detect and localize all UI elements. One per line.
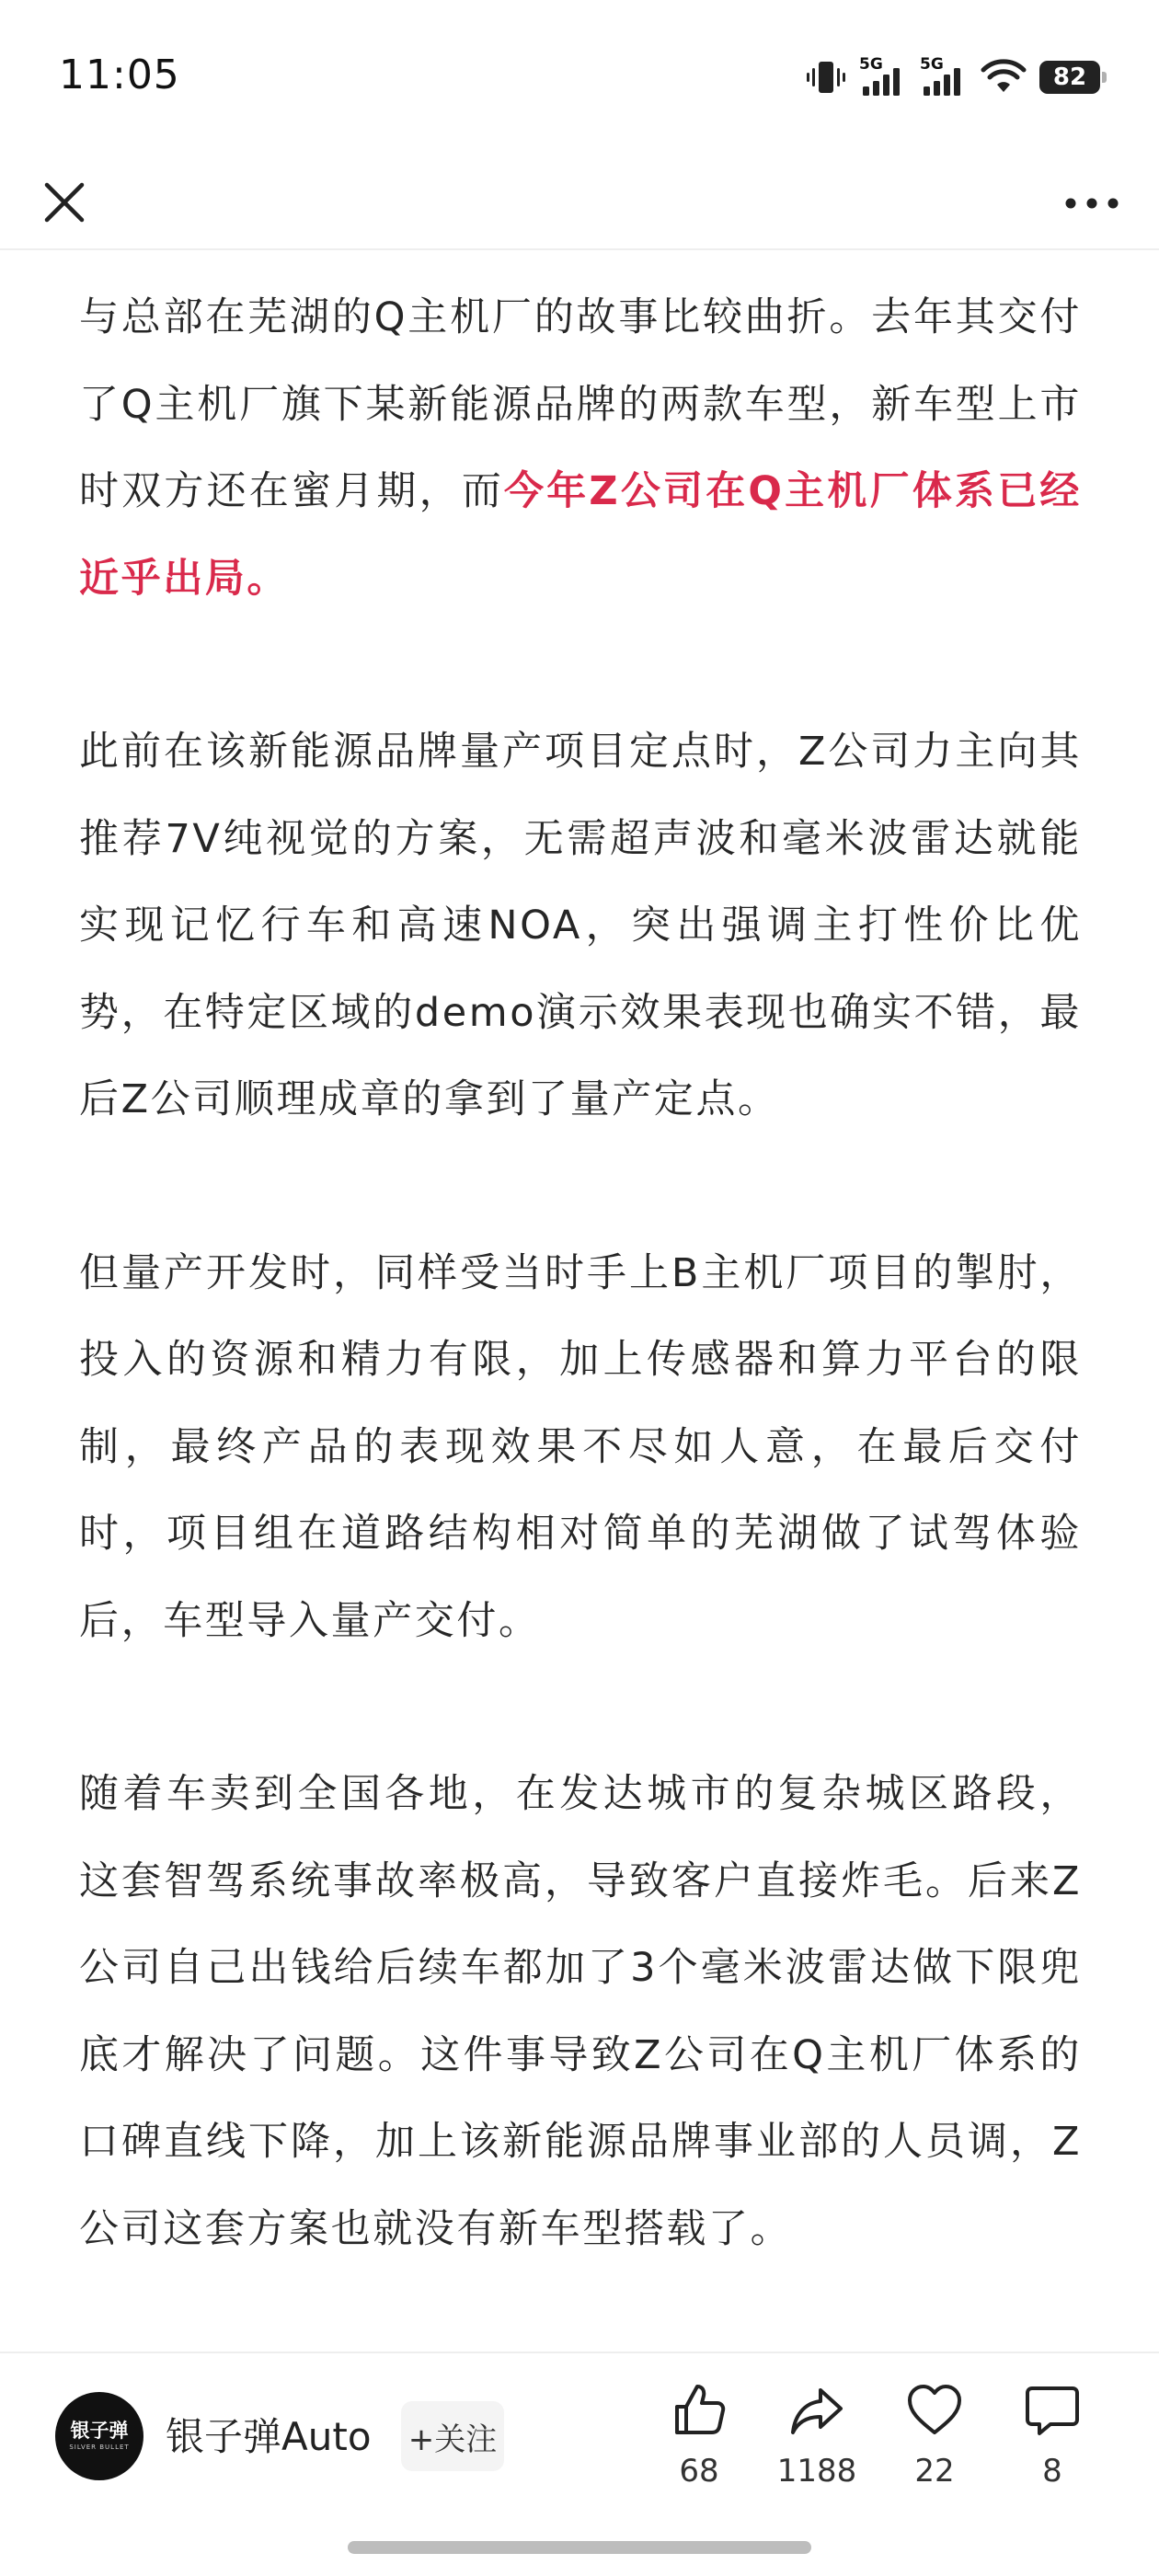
article-paragraph-1: [79, 274, 1082, 622]
article-paragraph-2: 此前在该新能源品牌量产项目定点时，Z公司力主向其推荐7V纯视觉的方案，无需超声波和毫米波雷达就能实现记忆行车和高速NOA，突出强调主打性价比优势，在特定区域的demo演示效果表现也确实不错，最后Z公司顺理成章的拿到了量产定点。: [79, 729, 1082, 1122]
highlighted-text: 今年Z公司在Q主机厂体系已经近乎出局。: [79, 468, 1082, 602]
close-button[interactable]: [28, 167, 101, 241]
status-icons: [806, 57, 1100, 98]
wifi-icon: [981, 59, 1027, 96]
share-count: 1188: [776, 2453, 857, 2490]
signal-5g-icon: [920, 57, 968, 98]
more-options-button[interactable]: [1050, 167, 1133, 241]
more-horizontal-icon: [1064, 196, 1119, 213]
comment-icon: [1023, 2381, 1082, 2440]
share-button[interactable]: [752, 2381, 881, 2510]
share-icon: [787, 2381, 846, 2440]
nav-bar: [0, 156, 1159, 248]
nav-divider: [0, 248, 1159, 250]
author-name[interactable]: 银子弹Auto: [166, 2414, 372, 2459]
close-icon: [43, 181, 86, 227]
paragraph-text: 与总部在芜湖的Q主机厂的故事比较曲折。去年其交付了Q主机厂旗下某新能源品牌的两款车型，新车型上市时双方还在蜜月期，而: [79, 294, 1082, 514]
status-time: 11:05: [59, 52, 180, 98]
thumbs-up-icon: [670, 2381, 729, 2440]
signal-5g-icon: [859, 57, 907, 98]
like-count: 68: [679, 2453, 719, 2490]
article-paragraph-3: 但量产开发时，同样受当时手上B主机厂项目的掣肘，投入的资源和精力有限，加上传感器和算力平台的限制，最终产品的表现效果不尽如人意，在最后交付时，项目组在道路结构相对简单的芜湖做了试驾体验后，车型导入量产交付。: [79, 1249, 1082, 1644]
like-button[interactable]: [635, 2381, 763, 2510]
home-indicator[interactable]: [348, 2541, 811, 2554]
vibrate-icon: [806, 59, 846, 96]
avatar-logo-text: 银子弹: [70, 2420, 129, 2442]
avatar-logo-subtext: SILVER BULLET: [69, 2444, 130, 2451]
battery-icon: 82: [1039, 61, 1100, 94]
status-bar: [0, 0, 1159, 156]
signal-label: 5G: [859, 55, 883, 74]
heart-icon: [905, 2381, 964, 2440]
follow-button[interactable]: +关注: [401, 2401, 504, 2471]
article-paragraph-4: 随着车卖到全国各地，在发达城市的复杂城区路段，这套智驾系统事故率极高，导致客户直接炸毛。后来Z公司自己出钱给后续车都加了3个毫米波雷达做下限兜底才解决了问题。这件事导致Z公司在Q主机厂体系的口碑直线下降，加上该新能源品牌事业部的人员调，Z公司这套方案也就没有新车型搭载了。: [79, 1771, 1082, 2252]
author-avatar[interactable]: [55, 2392, 143, 2480]
favorite-button[interactable]: [870, 2381, 999, 2510]
favorite-count: 22: [914, 2453, 955, 2490]
comment-button[interactable]: [988, 2381, 1117, 2510]
article-body: [79, 274, 1082, 2359]
bottom-action-bar: [0, 2353, 1159, 2576]
comment-count: 8: [1042, 2453, 1062, 2490]
signal-label: 5G: [920, 55, 944, 74]
